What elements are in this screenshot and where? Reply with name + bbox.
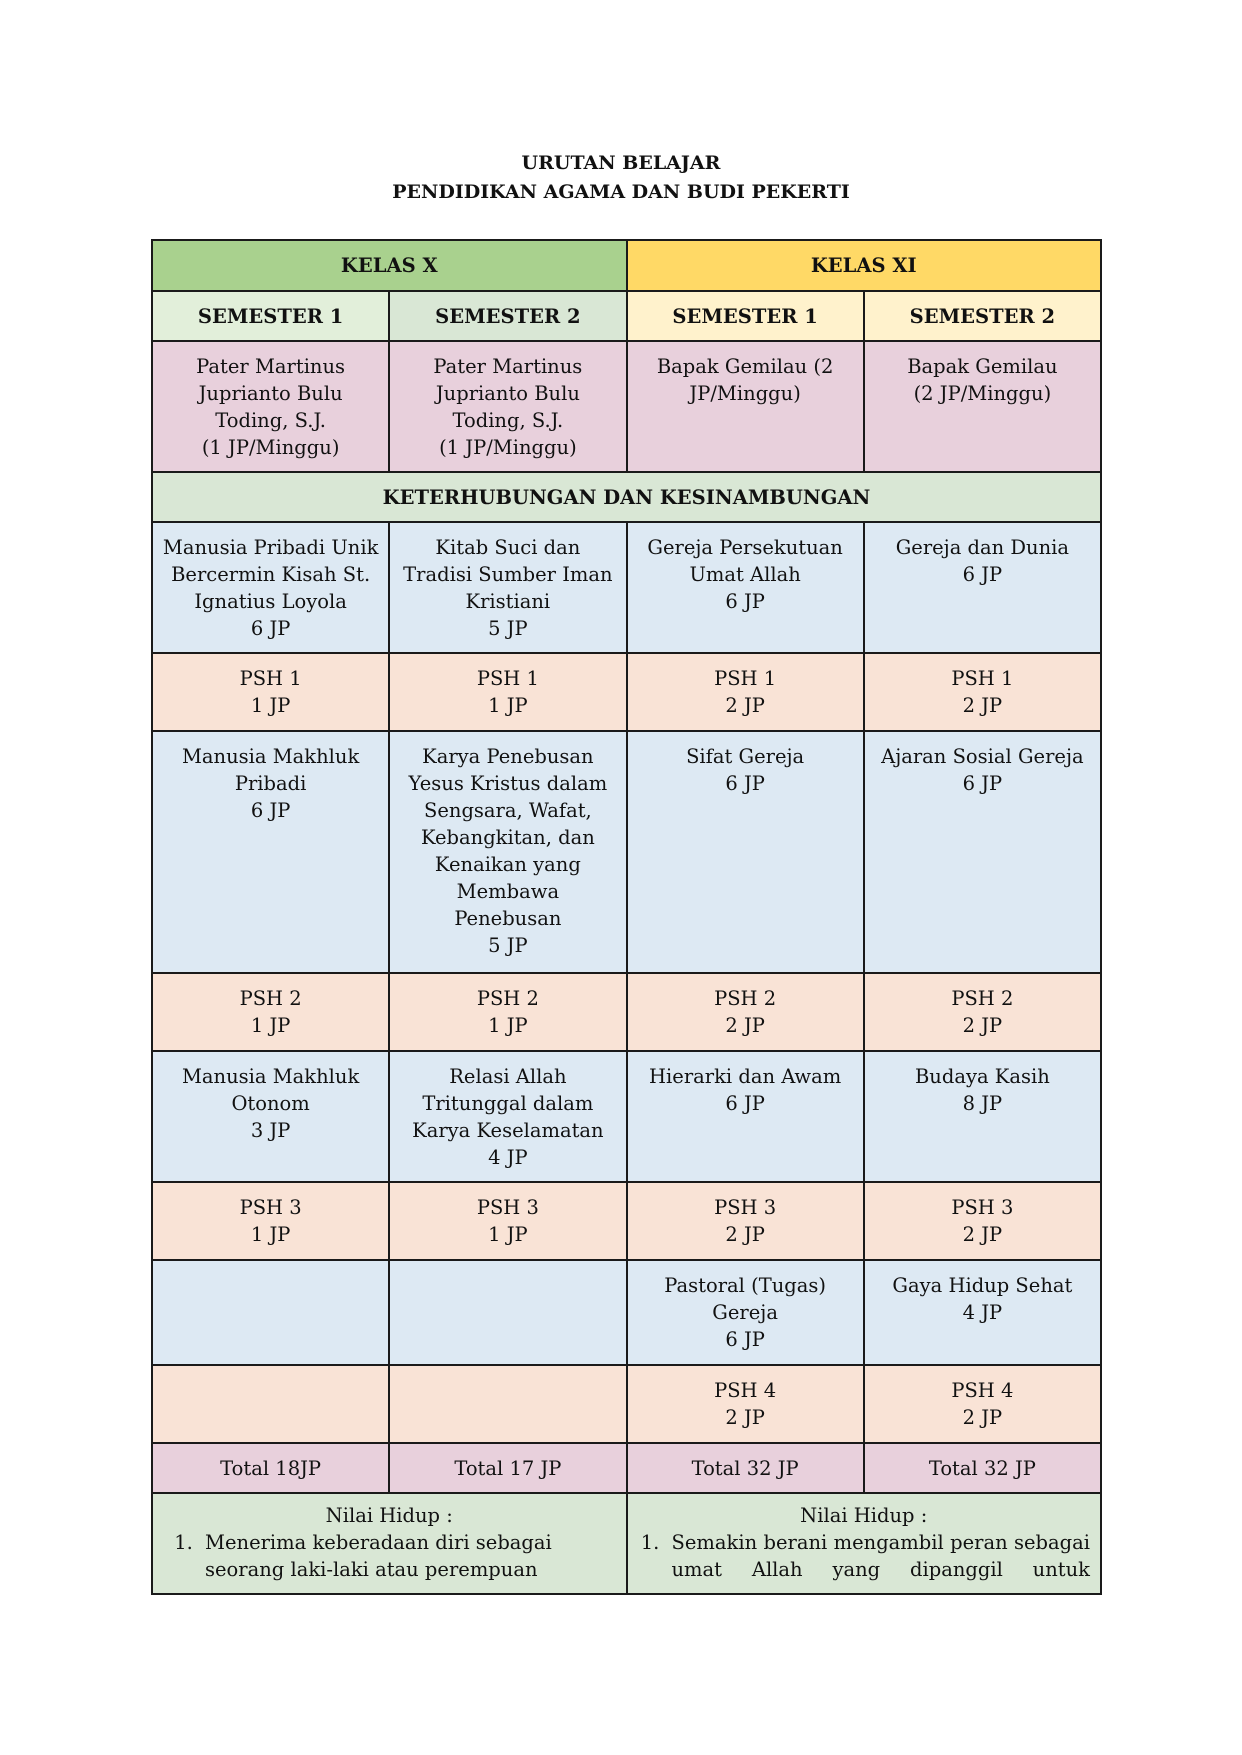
semester-header: SEMESTER 1 xyxy=(152,291,389,341)
life-values-heading: Nilai Hidup : xyxy=(325,1504,453,1527)
psh-cell: PSH 2 2 JP xyxy=(864,973,1101,1051)
life-value-item: 1. Menerima keberadaan diri sebagai seorang laki-laki atau perempuan xyxy=(199,1529,616,1583)
life-values-row xyxy=(152,1493,1101,1594)
life-values-class-x xyxy=(152,1493,627,1594)
topic-cell: Gereja dan Dunia 6 JP xyxy=(864,522,1101,653)
life-values-list xyxy=(163,1529,616,1583)
psh-row xyxy=(152,1365,1101,1443)
topic-cell: Manusia Makhluk Otonom 3 JP xyxy=(152,1051,389,1182)
topic-cell: Gereja Persekutuan Umat Allah 6 JP xyxy=(627,522,864,653)
topic-cell: Budaya Kasih 8 JP xyxy=(864,1051,1101,1182)
total-cell: Total 18JP xyxy=(152,1443,389,1493)
life-values-list xyxy=(638,1529,1091,1583)
topic-cell: Hierarki dan Awam 6 JP xyxy=(627,1051,864,1182)
psh-cell: PSH 3 1 JP xyxy=(389,1182,626,1260)
topic-cell: Gaya Hidup Sehat 4 JP xyxy=(864,1260,1101,1365)
connection-label: KETERHUBUNGAN DAN KESINAMBUNGAN xyxy=(152,472,1101,522)
topic-cell: Manusia Pribadi Unik Bercermin Kisah St. Ignatius Loyola 6 JP xyxy=(152,522,389,653)
psh-cell xyxy=(152,1365,389,1443)
psh-cell: PSH 3 1 JP xyxy=(152,1182,389,1260)
class-header-row xyxy=(152,240,1101,291)
document-subtitle: PENDIDIKAN AGAMA DAN BUDI PEKERTI xyxy=(392,181,850,203)
teacher-cell: Bapak Gemilau (2 JP/Minggu) xyxy=(627,341,864,472)
psh-row xyxy=(152,973,1101,1051)
semester-header-row xyxy=(152,291,1101,341)
total-cell: Total 32 JP xyxy=(864,1443,1101,1493)
topic-cell: Relasi Allah Tritunggal dalam Karya Keselamatan 4 JP xyxy=(389,1051,626,1182)
topic-cell xyxy=(389,1260,626,1365)
psh-cell: PSH 1 1 JP xyxy=(389,653,626,731)
psh-cell: PSH 4 2 JP xyxy=(627,1365,864,1443)
topic-row xyxy=(152,1051,1101,1182)
semester-header: SEMESTER 2 xyxy=(864,291,1101,341)
total-row xyxy=(152,1443,1101,1493)
psh-cell: PSH 2 1 JP xyxy=(389,973,626,1051)
psh-row xyxy=(152,653,1101,731)
topic-cell: Karya Penebusan Yesus Kristus dalam Sengsara, Wafat, Kebangkitan, dan Kenaikan yang Membawa Penebusan 5 JP xyxy=(389,731,626,973)
connection-row xyxy=(152,472,1101,522)
topic-cell: Sifat Gereja 6 JP xyxy=(627,731,864,973)
psh-cell: PSH 1 1 JP xyxy=(152,653,389,731)
psh-cell: PSH 2 2 JP xyxy=(627,973,864,1051)
psh-row xyxy=(152,1182,1101,1260)
teacher-cell: Pater Martinus Juprianto Bulu Toding, S.J. (1 JP/Minggu) xyxy=(152,341,389,472)
teacher-cell: Bapak Gemilau (2 JP/Minggu) xyxy=(864,341,1101,472)
psh-cell: PSH 1 2 JP xyxy=(627,653,864,731)
semester-header: SEMESTER 1 xyxy=(627,291,864,341)
psh-cell: PSH 3 2 JP xyxy=(864,1182,1101,1260)
life-values-class-xi xyxy=(627,1493,1102,1594)
topic-row xyxy=(152,731,1101,973)
topic-cell: Pastoral (Tugas) Gereja 6 JP xyxy=(627,1260,864,1365)
topic-cell xyxy=(152,1260,389,1365)
topic-cell: Kitab Suci dan Tradisi Sumber Iman Kristiani 5 JP xyxy=(389,522,626,653)
psh-cell xyxy=(389,1365,626,1443)
life-values-heading: Nilai Hidup : xyxy=(800,1504,928,1527)
psh-cell: PSH 4 2 JP xyxy=(864,1365,1101,1443)
learning-sequence-table xyxy=(151,239,1102,1595)
topic-cell: Manusia Makhluk Pribadi 6 JP xyxy=(152,731,389,973)
teacher-cell: Pater Martinus Juprianto Bulu Toding, S.J. (1 JP/Minggu) xyxy=(389,341,626,472)
psh-cell: PSH 2 1 JP xyxy=(152,973,389,1051)
teacher-row xyxy=(152,341,1101,472)
topic-cell: Ajaran Sosial Gereja 6 JP xyxy=(864,731,1101,973)
topic-row xyxy=(152,522,1101,653)
life-value-item: 1. Semakin berani mengambil peran sebagai umat Allah yang dipanggil untuk xyxy=(666,1529,1091,1583)
topic-row xyxy=(152,1260,1101,1365)
class-xi-header: KELAS XI xyxy=(627,240,1102,291)
total-cell: Total 17 JP xyxy=(389,1443,626,1493)
semester-header: SEMESTER 2 xyxy=(389,291,626,341)
psh-cell: PSH 1 2 JP xyxy=(864,653,1101,731)
psh-cell: PSH 3 2 JP xyxy=(627,1182,864,1260)
total-cell: Total 32 JP xyxy=(627,1443,864,1493)
document-title: URUTAN BELAJAR xyxy=(521,152,721,174)
class-x-header: KELAS X xyxy=(152,240,627,291)
